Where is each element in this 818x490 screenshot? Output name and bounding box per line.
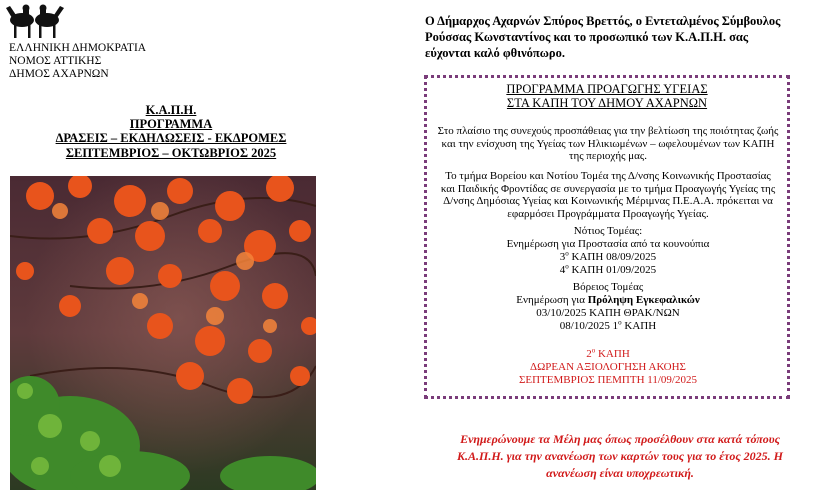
emblem-horse-riders-icon <box>4 0 66 40</box>
north-date-2: 08/10/2025 $1^o$ ΚΑΠΗ <box>559 318 657 332</box>
program-period: ΣΕΠΤΕΜΒΡΙΟΣ – ΟΚΤΩΒΡΙΟΣ 2025 <box>65 146 277 160</box>
hearing-date: ΣΕΠΤΕΜΒΡΙΟΣ ΠΕΜΠΤΗ 11/09/2025 <box>518 374 697 386</box>
north-topic: Ενημέρωση για Πρόληψη Εγκεφαλικών <box>516 294 700 306</box>
hearing-free-test: ΔΩΡΕΑΝ ΑΞΙΟΛΟΓΗΣΗ ΑΚΟΗΣ <box>530 361 686 373</box>
health-title-2: ΣΤΑ ΚΑΠΗ ΤΟΥ ΔΗΜΟΥ ΑΧΑΡΝΩΝ <box>506 96 708 110</box>
health-description: Το τμήμα Βορείου και Νοτίου Τομέα της Δ/νσης Κοινωνικής Προστασίας και Παιδικής Φροντίδας σε συνεργασία με το τμήμα Προαγωγής Υγείας της Δ/νσης Δημόσιας Υγείας και Κοινωνικής Μέριμνας Π.Ε.Α.Α. πρόκειται να εφαρμόσει Προγράμματα Προαγωγής Υγείας. <box>440 170 776 220</box>
north-heading: Βόρειος Τομέας <box>572 281 644 293</box>
mayor-greeting: Ο Δήμαρχος Αχαρνών Σπύρος Βρεττός, ο Εντεταλμένος Σύμβουλος Ρούσσας Κωνσταντίνος και το προσωπικό των Κ.Α.Π.Η. σας εύχονται καλό φθινόπωρο. <box>425 14 781 60</box>
health-intro: Στο πλαίσιο της συνεχούς προσπάθειας για την βελτίωση της ποιότητας ζωής και την ενίσχυση της Υγείας των Ηλικιωμένων – ωφελουμένων των ΚΑΠΗ της περιοχής μας. <box>437 125 779 163</box>
program-activities: ΔΡΑΣΕΙΣ – ΕΚΔΗΛΩΣΕΙΣ - ΕΚΔΡΟΜΕΣ <box>55 131 287 145</box>
south-date-2: $4^o$ ΚΑΠΗ 01/09/2025 <box>559 262 657 276</box>
south-date-1: $3^o$ ΚΑΠΗ 08/09/2025 <box>559 249 657 263</box>
autumn-leaves-photo <box>10 176 316 490</box>
card-renewal-notice: Ενημερώνουμε τα Μέλη μας όπως προσέλθουν στα κατά τόπους Κ.Α.Π.Η. για την ανανέωση των καρτών τους για το έτος 2025. Η ανανέωση είναι υποχρεωτική. <box>457 432 783 480</box>
hearing-kapi: $2^o$ ΚΑΠΗ <box>586 346 630 360</box>
health-title-1: ΠΡΟΓΡΑΜΜΑ ΠΡΟΑΓΩΓΗΣ ΥΓΕΙΑΣ <box>506 82 708 96</box>
north-date-1: 03/10/2025 ΚΑΠΗ ΘΡΑΚ/ΝΩΝ <box>536 307 680 319</box>
org-line-municipality: ΔΗΜΟΣ ΑΧΑΡΝΩΝ <box>9 68 109 80</box>
org-line-republic: ΕΛΛΗΝΙΚΗ ΔΗΜΟΚΡΑΤΙΑ <box>9 42 147 54</box>
south-topic: Ενημέρωση για Προστασία από τα κουνούπια <box>506 238 710 250</box>
program-subtitle: ΠΡΟΓΡΑΜΜΑ <box>129 117 213 131</box>
program-title: Κ.Α.Π.Η. <box>145 103 197 117</box>
org-line-prefecture: ΝΟΜΟΣ ΑΤΤΙΚΗΣ <box>9 55 102 67</box>
south-heading: Νότιος Τομέας: <box>573 225 643 237</box>
